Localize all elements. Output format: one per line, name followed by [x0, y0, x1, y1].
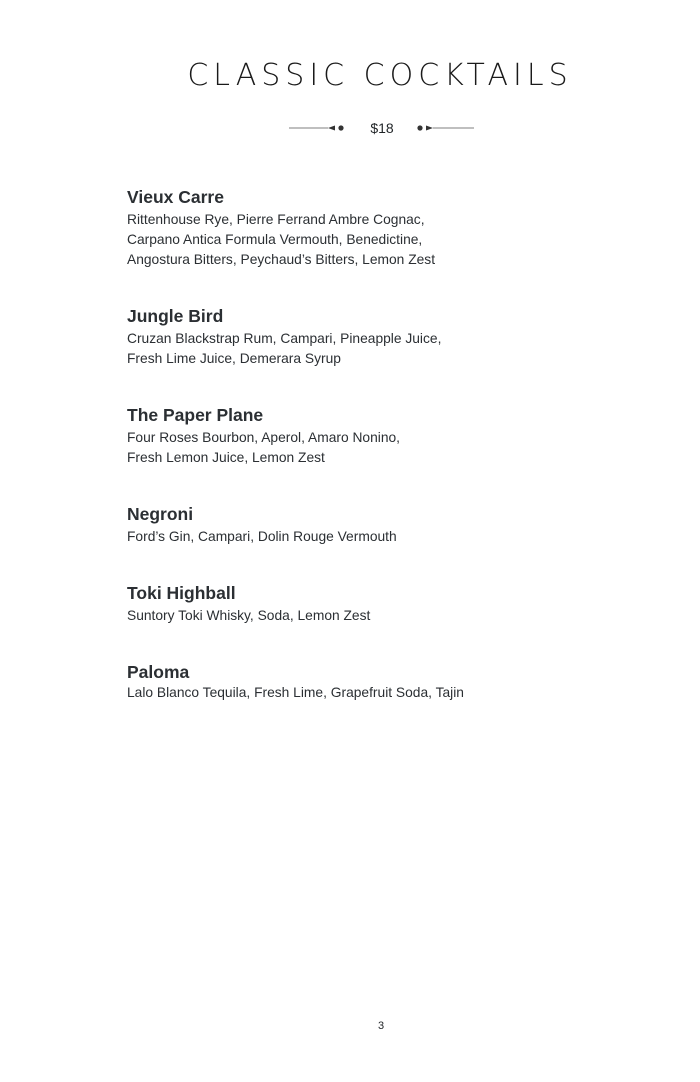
page-number: 3 — [377, 1020, 385, 1032]
item-description-line: Lalo Blanco Tequila, Fresh Lime, Grapefruit Soda, Tajin — [127, 685, 464, 700]
item-description — [127, 683, 647, 703]
item-description — [127, 606, 647, 626]
item-description-line: Ford’s Gin, Campari, Dolin Rouge Vermouth — [127, 529, 397, 544]
item-description-line: Cruzan Blackstrap Rum, Campari, Pineapple Juice, — [127, 331, 442, 346]
menu-item-the-paper-plane — [127, 404, 647, 468]
menu-item-toki-highball — [127, 582, 647, 626]
item-description-line: Rittenhouse Rye, Pierre Ferrand Ambre Cognac, — [127, 212, 425, 227]
item-description — [127, 527, 647, 547]
item-description-line: Carpano Antica Formula Vermouth, Benedictine, — [127, 231, 423, 247]
menu-item-negroni — [127, 503, 647, 547]
item-description-line: Angostura Bitters, Peychaud’s Bitters, Lemon Zest — [127, 251, 436, 267]
menu-item-vieux-carre — [127, 186, 647, 269]
item-name: Toki Highball — [127, 583, 236, 603]
left-flourish-icon — [288, 120, 350, 136]
menu-item-jungle-bird — [127, 305, 647, 369]
price-row — [288, 117, 478, 139]
item-description-line: Suntory Toki Whisky, Soda, Lemon Zest — [127, 608, 371, 623]
item-description-line: Fresh Lime Juice, Demerara Syrup — [127, 350, 341, 366]
right-flourish-icon — [414, 120, 476, 136]
page-title: CLASSIC COCKTAILS — [187, 58, 573, 93]
item-name: Vieux Carre — [127, 187, 224, 207]
menu-item-paloma — [127, 661, 647, 703]
item-description — [127, 210, 647, 269]
price: $18 — [370, 120, 394, 136]
item-description — [127, 329, 647, 369]
item-description — [127, 428, 647, 468]
item-name: The Paper Plane — [127, 405, 264, 425]
item-name: Paloma — [127, 662, 190, 682]
item-name: Negroni — [127, 504, 194, 524]
item-description-line: Four Roses Bourbon, Aperol, Amaro Nonino, — [127, 430, 401, 445]
item-description-line: Fresh Lemon Juice, Lemon Zest — [127, 449, 325, 465]
item-name: Jungle Bird — [127, 306, 224, 326]
